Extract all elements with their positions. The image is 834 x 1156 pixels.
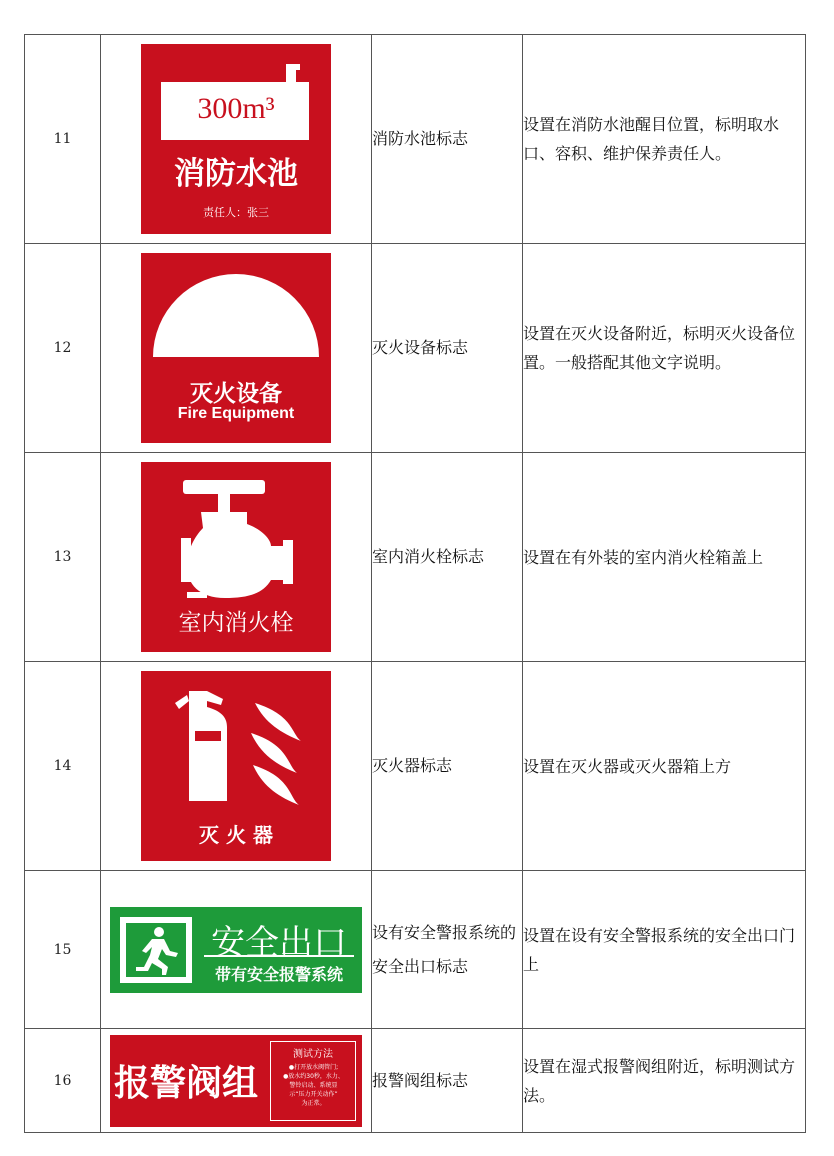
- row-number: 14: [25, 662, 101, 871]
- table-row: [25, 1029, 806, 1133]
- sign-name: 室内消火栓标志: [372, 453, 523, 662]
- sign-description: 设置在灭火器或灭火器箱上方: [523, 662, 806, 871]
- capacity-label: 300m³: [197, 92, 275, 125]
- sign-title: 灭火设备: [190, 381, 282, 407]
- sign-subtitle: Fire Equipment: [177, 405, 295, 422]
- row-number: 16: [25, 1029, 101, 1133]
- sign-name: 灭火设备标志: [372, 244, 523, 453]
- sign-title: 安全出口: [211, 922, 347, 963]
- panel-title: 测试方法: [293, 1048, 333, 1060]
- sign-description: 设置在消防水池醒目位置，标明取水口、容积、维护保养责任人。: [523, 35, 806, 244]
- sign-description: 设置在灭火设备附近，标明灭火设备位置。一般搭配其他文字说明。: [523, 244, 806, 453]
- sign-subtitle: 带有安全报警系统: [214, 964, 343, 984]
- sign-description: 设置在设有安全警报系统的安全出口门上: [523, 871, 806, 1029]
- table-row: [25, 662, 806, 871]
- sign-title: 灭 火 器: [199, 823, 273, 847]
- sign-description: 设置在湿式报警阀组附近，标明测试方法。: [523, 1029, 806, 1133]
- sign-cell: [101, 871, 372, 1029]
- row-number: 11: [25, 35, 101, 244]
- panel-line: 示“压力开关动作”: [289, 1090, 338, 1098]
- fire-extinguisher-sign: [141, 671, 331, 861]
- table-row: [25, 453, 806, 662]
- sign-description: 设置在有外装的室内消火栓箱盖上: [523, 453, 806, 662]
- sign-cell: [101, 453, 372, 662]
- sign-cell: [101, 35, 372, 244]
- sign-name: 消防水池标志: [372, 35, 523, 244]
- fire-sign-table: [24, 34, 806, 1133]
- sign-cell: [101, 1029, 372, 1133]
- row-number: 13: [25, 453, 101, 662]
- table-row: [25, 871, 806, 1029]
- sign-name: 报警阀组标志: [372, 1029, 523, 1133]
- panel-line: ●放水约30秒，水力、: [283, 1072, 344, 1080]
- alarm-valve-sign: [110, 1035, 362, 1127]
- sign-title: 消防水池: [174, 156, 298, 192]
- indoor-hydrant-sign: [141, 462, 331, 652]
- sign-title: 报警阀组: [114, 1062, 259, 1104]
- row-number: 15: [25, 871, 101, 1029]
- sign-name: 灭火器标志: [372, 662, 523, 871]
- responsible-label: 责任人：张三: [203, 206, 269, 219]
- sign-cell: [101, 244, 372, 453]
- sign-cell: [101, 662, 372, 871]
- row-number: 12: [25, 244, 101, 453]
- test-method-panel: [270, 1041, 356, 1121]
- table-row: [25, 244, 806, 453]
- panel-line: ●打开放水阀管门;: [288, 1063, 339, 1071]
- sign-title: 室内消火栓: [178, 610, 294, 636]
- panel-lines: [271, 1060, 355, 1108]
- panel-line: 警铃启动、系统显: [289, 1081, 338, 1089]
- fire-equipment-sign: [141, 253, 331, 443]
- safety-exit-sign: [110, 907, 362, 993]
- table-row: [25, 35, 806, 244]
- panel-line: 为正常。: [301, 1099, 326, 1107]
- fire-water-pool-sign: [141, 44, 331, 234]
- sign-name: 设有安全警报系统的安全出口标志: [372, 871, 523, 1029]
